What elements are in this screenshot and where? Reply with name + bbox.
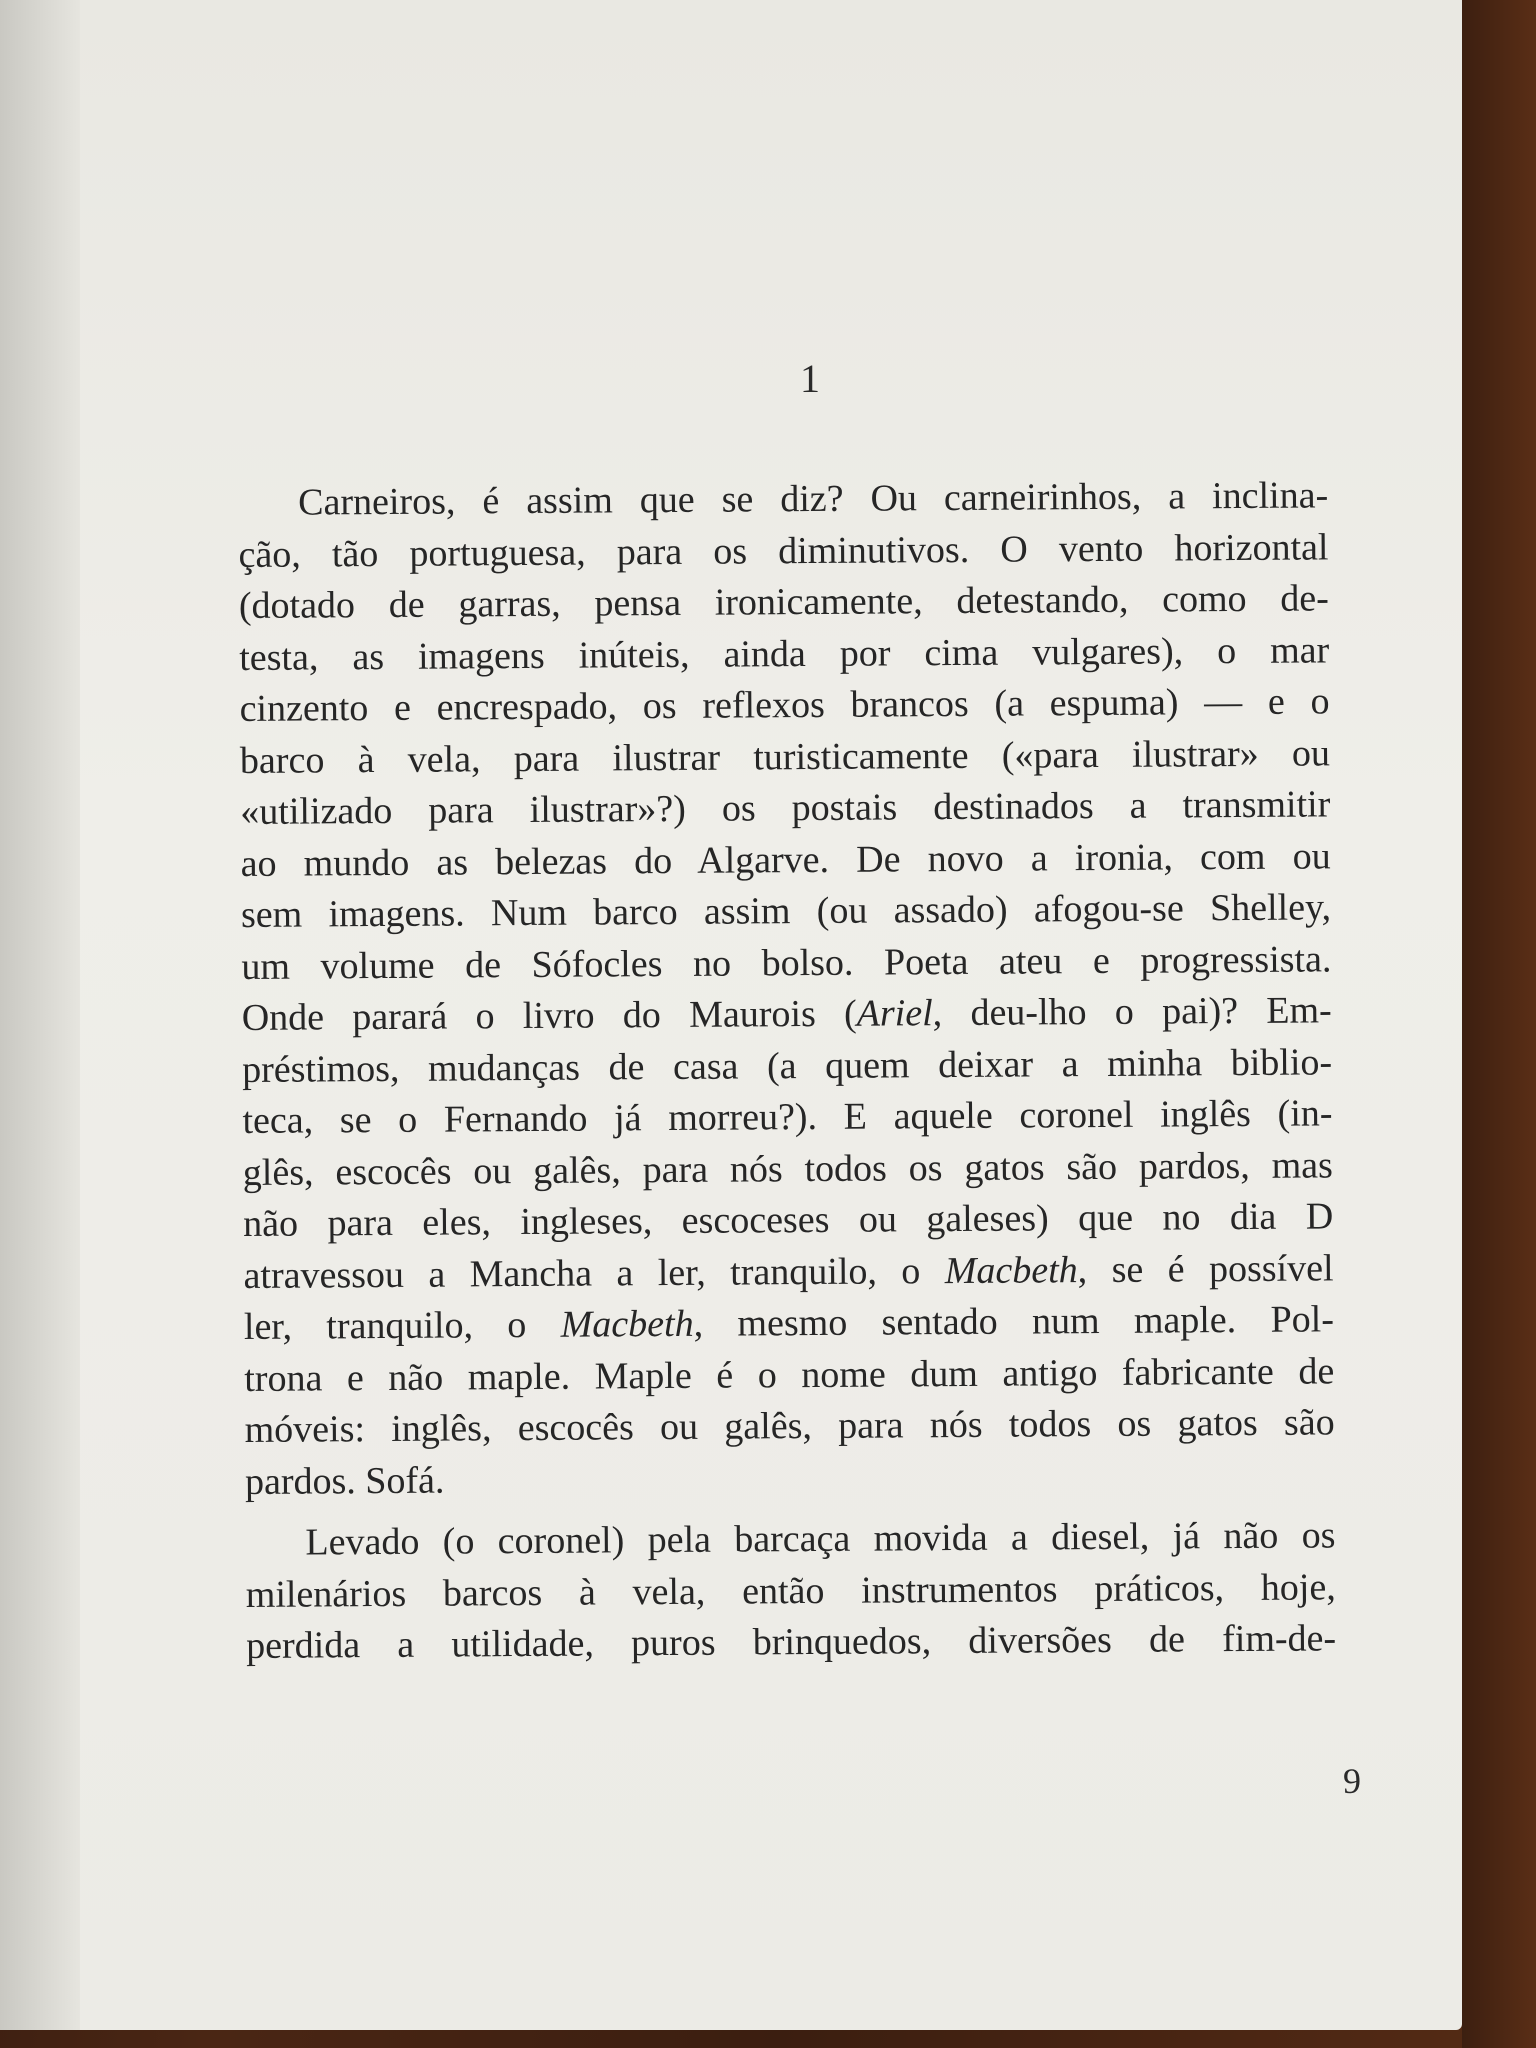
text-line: pardos. Sofá.	[244, 1459, 445, 1503]
show-through-text	[240, 0, 1340, 480]
paragraph-1	[238, 470, 1335, 1508]
text-line: Onde parará o livro do Maurois (Ariel, deu-lho o pai)? Em-	[241, 989, 1332, 1039]
text-line: não para eles, ingleses, escoceses ou galeses) que no dia D	[243, 1195, 1334, 1245]
page-gutter	[0, 0, 80, 2030]
text-line: ler, tranquilo, o Macbeth, mesmo sentado num maple. Pol-	[243, 1298, 1335, 1348]
text-line: atravessou a Mancha a ler, tranquilo, o Macbeth, se é possível	[243, 1246, 1334, 1297]
italic-title: Macbeth	[944, 1248, 1078, 1292]
text-line: ção, tão portuguesa, para os diminutivos. O vento horizontal	[238, 525, 1329, 576]
text-line: milenários barcos à vela, então instrumentos práticos, hoje,	[245, 1565, 1336, 1616]
body-text	[238, 470, 1336, 1672]
page-number: 9	[1343, 1761, 1361, 1801]
text-line: cinzento e encrespado, os reflexos brancos (a espuma) — e o	[239, 680, 1330, 730]
text-line: préstimos, mudanças de casa (a quem deixar a minha biblio-	[241, 1040, 1333, 1091]
italic-title: Macbeth	[560, 1302, 694, 1346]
paragraph-2	[245, 1510, 1336, 1672]
text-line: Levado (o coronel) pela barcaça movida a diesel, já não os	[305, 1514, 1336, 1564]
text-line: móveis: inglês, escocês ou galês, para nós todos os gatos são	[244, 1401, 1335, 1451]
text-line: testa, as imagens inúteis, ainda por cima vulgares), o mar	[239, 628, 1330, 679]
text-line: sem imagens. Num barco assim (ou assado) afogou-se Shelley,	[240, 886, 1332, 936]
text-line: (dotado de garras, pensa ironicamente, detestando, como de-	[238, 577, 1330, 627]
text-line: «utilizado para ilustrar»?) os postais destinados a transmitir	[240, 783, 1331, 833]
chapter-number: 1	[800, 356, 820, 401]
text-line: um volume de Sófocles no bolso. Poeta ateu e progressista.	[241, 937, 1332, 988]
text-line: teca, se o Fernando já morreu?). E aquele coronel inglês (in-	[242, 1092, 1333, 1142]
text-line: glês, escocês ou galês, para nós todos os gatos são pardos, mas	[242, 1143, 1333, 1194]
text-line: Carneiros, é assim que se diz? Ou carneirinhos, a inclina-	[298, 474, 1329, 524]
page-edge-shadow	[1462, 0, 1536, 2048]
text-line: perdida a utilidade, puros brinquedos, diversões de fim-de-	[246, 1617, 1337, 1667]
italic-title: Ariel	[856, 992, 933, 1035]
text-line: trona e não maple. Maple é o nome dum antigo fabricante de	[244, 1349, 1335, 1400]
text-line: ao mundo as belezas do Algarve. De novo a ironia, com ou	[240, 834, 1331, 885]
text-line: barco à vela, para ilustrar turisticamente («para ilustrar» ou	[239, 731, 1331, 782]
